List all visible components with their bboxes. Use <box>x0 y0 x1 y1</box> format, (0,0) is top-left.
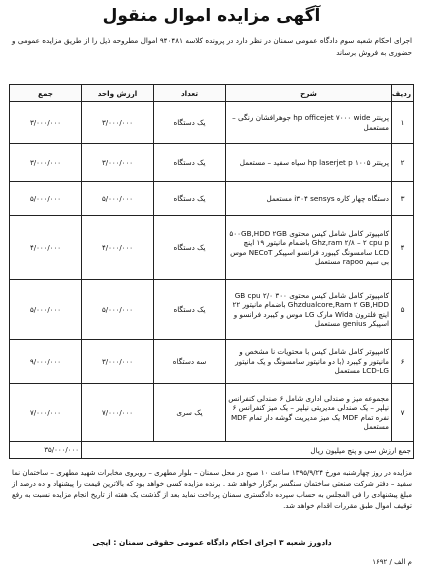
row-total: ۷/۰۰۰/۰۰۰ <box>10 384 82 442</box>
row-total: ۹/۰۰۰/۰۰۰ <box>10 340 82 384</box>
row-description: پرینتر hp officejet ۷۰۰۰ wide جوهرافشان رنگی – مستعمل <box>226 102 392 144</box>
row-unit-price: ۳/۰۰۰/۰۰۰ <box>82 102 154 144</box>
row-number: ۳ <box>392 182 414 216</box>
header-description: شرح <box>226 85 392 102</box>
notice-title: آگهی مزایده اموال منقول <box>102 6 321 26</box>
table-total-row <box>10 442 414 459</box>
row-number: ۷ <box>392 384 414 442</box>
signature-line: دادورز شعبه ۳ اجرای احکام دادگاه عمومی حقوقی سمنان : ایجی <box>92 538 332 547</box>
row-quantity: یک دستگاه <box>154 144 226 182</box>
row-unit-price: ۵/۰۰۰/۰۰۰ <box>82 182 154 216</box>
auction-details: مزایده در روز چهارشنبه مورخ ۱۳۹۵/۹/۲۴ ساعت ۱۰ صبح در محل سمنان – بلوار مطهری – روبروی مخابرات شهید مطهری – ساختمان نما سفید – دفتر شرکت صنعتی ساختمان سنگسر برگزار خواهد شد . برنده مزایده کسی خواهد بود که بالاترین قیمت را پیشنهاد و ده درصد از مبلغ پیشنهادی را فی المجلس به حساب سپرده دادگستری سمنان پرداخت نماید بعد از گذشت یک هفته از تاریخ انجام مزایده نسبت به رفع توقیف اموال طبق مقررات اقدام خواهد شد. <box>12 469 412 510</box>
row-description: کامپیوتر کامل شامل کیس با محتویات نا مشخص و مانیتور و کیبرد (با دو مانیتور سامسونگ و یک مانیتور LCD-LG مستعمل <box>226 340 392 384</box>
table-row <box>10 144 414 182</box>
row-number: ۶ <box>392 340 414 384</box>
header-total: جمع <box>10 85 82 102</box>
table-row <box>10 182 414 216</box>
row-total: ۵/۰۰۰/۰۰۰ <box>10 280 82 340</box>
table-row <box>10 280 414 340</box>
notice-intro: اجرای احکام شعبه سوم دادگاه عمومی سمنان در نظر دارد در پرونده کلاسه ۹۴۰۴۸۱ اموال مطروحه ذیل را از طریق مزایده عمومی و حضوری به فروش برساند <box>12 36 412 57</box>
row-number: ۲ <box>392 144 414 182</box>
row-unit-price: ۷/۰۰۰/۰۰۰ <box>82 384 154 442</box>
table-row <box>10 102 414 144</box>
row-description: کامپیوتر کامل شامل کیس محتوی ۳۰۰ GB cpu ۲/۰ Ghzdualcore,Ram ۲ GB,HDD باضمام مانیتور ۲۲ اینچ فلترون Wida مارک LG موس و کیبرد فرانسو و اسپیکر genius مستعمل <box>226 280 392 340</box>
total-label: جمع ارزش سی و پنج میلیون ریال <box>82 442 414 459</box>
table-row <box>10 216 414 280</box>
row-description: پرینتر hp laserjet p ۱۰۰۵ سیاه سفید – مستعمل <box>226 144 392 182</box>
row-quantity: یک سری <box>154 384 226 442</box>
row-total: ۵/۰۰۰/۰۰۰ <box>10 182 82 216</box>
row-description: مجموعه میز و صندلی اداری شامل ۶ صندلی کنفرانس نیلپر – یک صندلی مدیریتی نیلپر – یک میز کنفرانس ۶ نفره تمام MDF یک میز مدیریت گوشه دار تمام MDF مستعمل <box>226 384 392 442</box>
header-quantity: تعداد <box>154 85 226 102</box>
row-unit-price: ۳/۰۰۰/۰۰۰ <box>82 340 154 384</box>
row-number: ۱ <box>392 102 414 144</box>
row-number: ۵ <box>392 280 414 340</box>
row-quantity: یک دستگاه <box>154 102 226 144</box>
row-total: ۳/۰۰۰/۰۰۰ <box>10 144 82 182</box>
row-number: ۴ <box>392 216 414 280</box>
total-value: ۳۵/۰۰۰/۰۰۰ <box>10 442 82 459</box>
row-quantity: یک دستگاه <box>154 182 226 216</box>
table-header-row <box>10 85 414 102</box>
row-unit-price: ۵/۰۰۰/۰۰۰ <box>82 280 154 340</box>
row-total: ۳/۰۰۰/۰۰۰ <box>10 102 82 144</box>
row-unit-price: ۴/۰۰۰/۰۰۰ <box>82 216 154 280</box>
row-description: کامپیوتر کامل شامل کیس محتوی ۵۰۰GB,HDD ۲GB Ghz,ram ۲/۸ – ۲ cpu p باضمام مانیتور ۱۹ اینچ LCD سامسونگ کیبورد فرانسو اسپیکر NECoT موس بی سیم rapoo مستعمل <box>226 216 392 280</box>
header-unit-price: ارزش واحد <box>82 85 154 102</box>
table-row <box>10 340 414 384</box>
row-quantity: یک دستگاه <box>154 216 226 280</box>
table-row <box>10 384 414 442</box>
row-quantity: سه دستگاه <box>154 340 226 384</box>
row-description: دستگاه چهار کاره i۳۰۴ sensys مستعمل <box>226 182 392 216</box>
items-table <box>9 84 414 459</box>
row-unit-price: ۳/۰۰۰/۰۰۰ <box>82 144 154 182</box>
row-quantity: یک دستگاه <box>154 280 226 340</box>
reference-code: م الف / ۱۶۹۲ <box>372 558 412 566</box>
header-row-number: ردیف <box>392 85 414 102</box>
row-total: ۴/۰۰۰/۰۰۰ <box>10 216 82 280</box>
